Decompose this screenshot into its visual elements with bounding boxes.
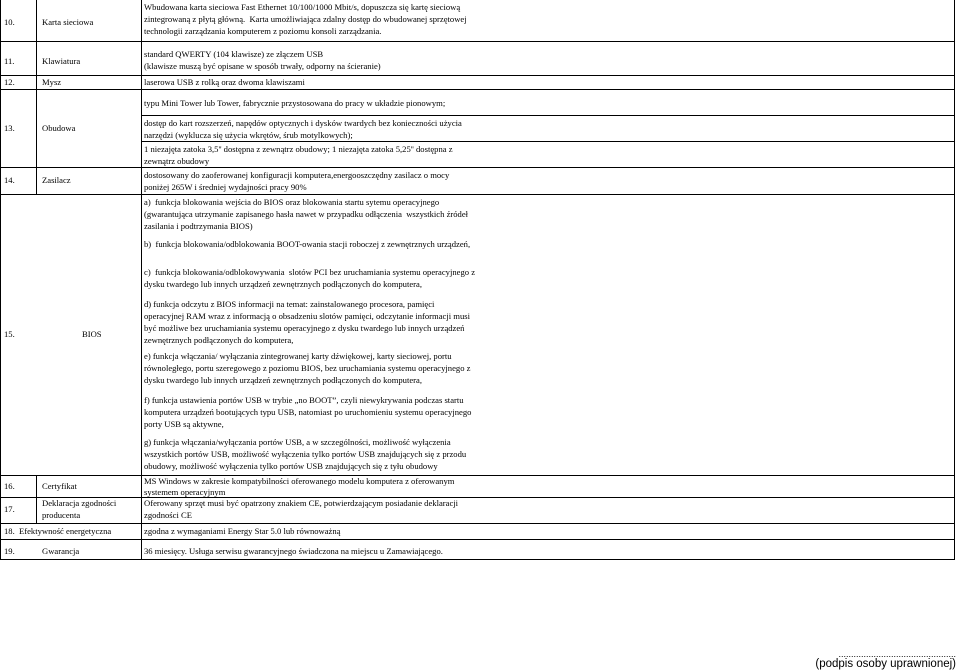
row-15-number: 15. bbox=[4, 329, 15, 339]
row-15-name: BIOS bbox=[82, 329, 102, 339]
row-13-desc-line: typu Mini Tower lub Tower, fabrycznie przystosowana do pracy w układzie pionowym; bbox=[144, 98, 446, 108]
row-line bbox=[0, 539, 955, 540]
row-10-desc-line: Wbudowana karta sieciowa Fast Ethernet 10/100/1000 Mbit/s, dopuszcza się kartę sieciową bbox=[144, 2, 461, 12]
row-12-number: 12. bbox=[4, 77, 15, 87]
bios-b-line: b) funkcja blokowania/odblokowania BOOT-owania stacji roboczej z zewnętrznych urządzeń, bbox=[144, 239, 471, 249]
row-11-name: Klawiatura bbox=[42, 56, 81, 66]
bios-a-line: zasilania i podtrzymania BIOS) bbox=[144, 221, 253, 231]
row-10-desc-line: zintegrowaną z płytą główną. Karta umożliwiająca zdalny dostęp do wbudowanej sprzętowej bbox=[144, 14, 467, 24]
row-line bbox=[0, 194, 955, 195]
row-18-desc-line: zgodna z wymaganiami Energy Star 5.0 lub równoważną bbox=[144, 526, 341, 536]
row-13-desc-line: dostęp do kart rozszerzeń, napędów optycznych i dysków twardych bez konieczności użycia bbox=[144, 118, 462, 128]
bios-d-line: być możliwe bez uruchamiania systemu operacyjnego z dysku twardego lub innych urządzeń bbox=[144, 323, 465, 333]
bios-g-line: g) funkcja włączania/wyłączania portów USB, a w szczególności, możliwość wyłączenia bbox=[144, 437, 451, 447]
bios-f-line: porty USB są aktywne, bbox=[144, 419, 224, 429]
row-17-number: 17. bbox=[4, 504, 15, 514]
row-line bbox=[0, 41, 955, 42]
row-19-desc-line: 36 miesięcy. Usługa serwisu gwarancyjnego świadczona na miejscu u Zamawiającego. bbox=[144, 546, 443, 556]
row-17-desc-line: Oferowany sprzęt musi być opatrzony znakiem CE, potwierdzającym posiadanie deklaracji bbox=[144, 498, 459, 508]
bios-e-line: dysku twardego lub innych urządzeń zewnętrznych podłączonych do komputera, bbox=[144, 375, 423, 385]
row-line bbox=[0, 89, 955, 90]
bios-d-line: d) funkcja odczytu z BIOS informacji na temat: zainstalowanego procesora, pamięci bbox=[144, 299, 435, 309]
name-column-border bbox=[36, 0, 37, 194]
row-14-desc-line: dostosowany do zaoferowanej konfiguracji komputera,energooszczędny zasilacz o mocy bbox=[144, 170, 450, 180]
row-17-desc-line: zgodności CE bbox=[144, 510, 192, 520]
bios-a-line: a) funkcja blokowania wejścia do BIOS oraz blokowania startu sytemu operacyjnego bbox=[144, 197, 440, 207]
row-line bbox=[0, 559, 955, 560]
signature-dots: ............................................... bbox=[838, 649, 956, 659]
row-14-desc-line: poniżej 265W i średniej wydajności pracy 90% bbox=[144, 182, 307, 192]
row-19-name: Gwarancja bbox=[42, 546, 80, 556]
signature-label: (podpis osoby uprawnionej) bbox=[815, 658, 956, 670]
row-13-name: Obudowa bbox=[42, 123, 76, 133]
row-16-number: 16. bbox=[4, 481, 15, 491]
bios-c-line: dysku twardego lub innych urządzeń zewnętrznych podłączonych do komputera, bbox=[144, 279, 423, 289]
bios-f-line: f) funkcja ustawienia portów USB w trybie „no BOOT”, czyli niewykrywania podczas startu bbox=[144, 395, 464, 405]
bios-g-line: obudowy, możliwość wyłączenia tylko portów USB znajdujących się z tyłu obudowy bbox=[144, 461, 438, 471]
row-10-number: 10. bbox=[4, 17, 15, 27]
bios-a-line: (gwarantująca utrzymanie zapisanego hasła nawet w przypadku odłączenia wszystkich źródeł bbox=[144, 209, 469, 219]
row-11-desc-line: standard QWERTY (104 klawisze) ze złączem USB bbox=[144, 49, 324, 59]
row-line bbox=[141, 115, 955, 116]
bios-c-line: c) funkcja blokowania/odblokowywania slotów PCI bez uruchamiania systemu operacyjnego z bbox=[144, 267, 476, 277]
row-10-desc-line: technologii zarządzania komputerem z poziomu konsoli zarządzania. bbox=[144, 26, 382, 36]
row-13-desc-line: narzędzi (wyklucza się użycia wkrętów, śrub motylkowych); bbox=[144, 130, 353, 140]
row-13-number: 13. bbox=[4, 123, 15, 133]
row-17-name-line: Deklaracja zgodności bbox=[42, 498, 117, 508]
row-12-name: Mysz bbox=[42, 77, 62, 87]
row-line bbox=[0, 523, 955, 524]
row-11-desc-line: (klawisze muszą być opisane w sposób trwały, odporny na ścieranie) bbox=[144, 61, 381, 71]
row-12-desc-line: laserowa USB z rolką oraz dwoma klawiszami bbox=[144, 77, 305, 87]
name-column-border-2 bbox=[36, 475, 37, 523]
row-13-desc-line: 1 niezajęta zatoka 3,5'' dostępna z zewnątrz obudowy; 1 niezajęta zatoka 5,25'' dostępna z bbox=[144, 144, 453, 154]
row-18-name: Efektywność energetyczna bbox=[19, 526, 112, 536]
bios-d-line: operacyjnej RAM wraz z informacją o obsadzeniu slotów pamięci, odczytanie informacji musi bbox=[144, 311, 470, 321]
bios-e-line: e) funkcja włączania/ wyłączania zintegrowanej karty dźwiękowej, karty sieciowej, portu bbox=[144, 351, 452, 361]
row-13-desc-line: zewnątrz obudowy bbox=[144, 156, 210, 166]
row-14-name: Zasilacz bbox=[42, 175, 71, 185]
row-16-desc-line: systemem operacyjnym bbox=[144, 487, 226, 497]
row-10-name: Karta sieciowa bbox=[42, 17, 94, 27]
bios-e-line: równoległego, portu szeregowego z poziomu BIOS, bez uruchamiania systemu operacyjnego z bbox=[144, 363, 471, 373]
bios-g-line: wszystkich portów USB, możliwość wyłączenia tylko portów USB znajdujących się z przodu bbox=[144, 449, 467, 459]
bios-d-line: zewnętrznych podłączonych do komputera, bbox=[144, 335, 294, 345]
bios-f-line: komputera urządzeń bootujących typu USB, natomiast po uruchomieniu systemu operacyjnego bbox=[144, 407, 472, 417]
row-16-name: Certyfikat bbox=[42, 481, 77, 491]
row-11-number: 11. bbox=[4, 56, 15, 66]
row-17-name-line: producenta bbox=[42, 510, 81, 520]
row-19-number: 19. bbox=[4, 546, 15, 556]
row-16-desc-line: MS Windows w zakresie kompatybilności oferowanego modelu komputera z oferowanym bbox=[144, 476, 455, 486]
row-14-number: 14. bbox=[4, 175, 15, 185]
row-18-number: 18. bbox=[4, 526, 15, 536]
